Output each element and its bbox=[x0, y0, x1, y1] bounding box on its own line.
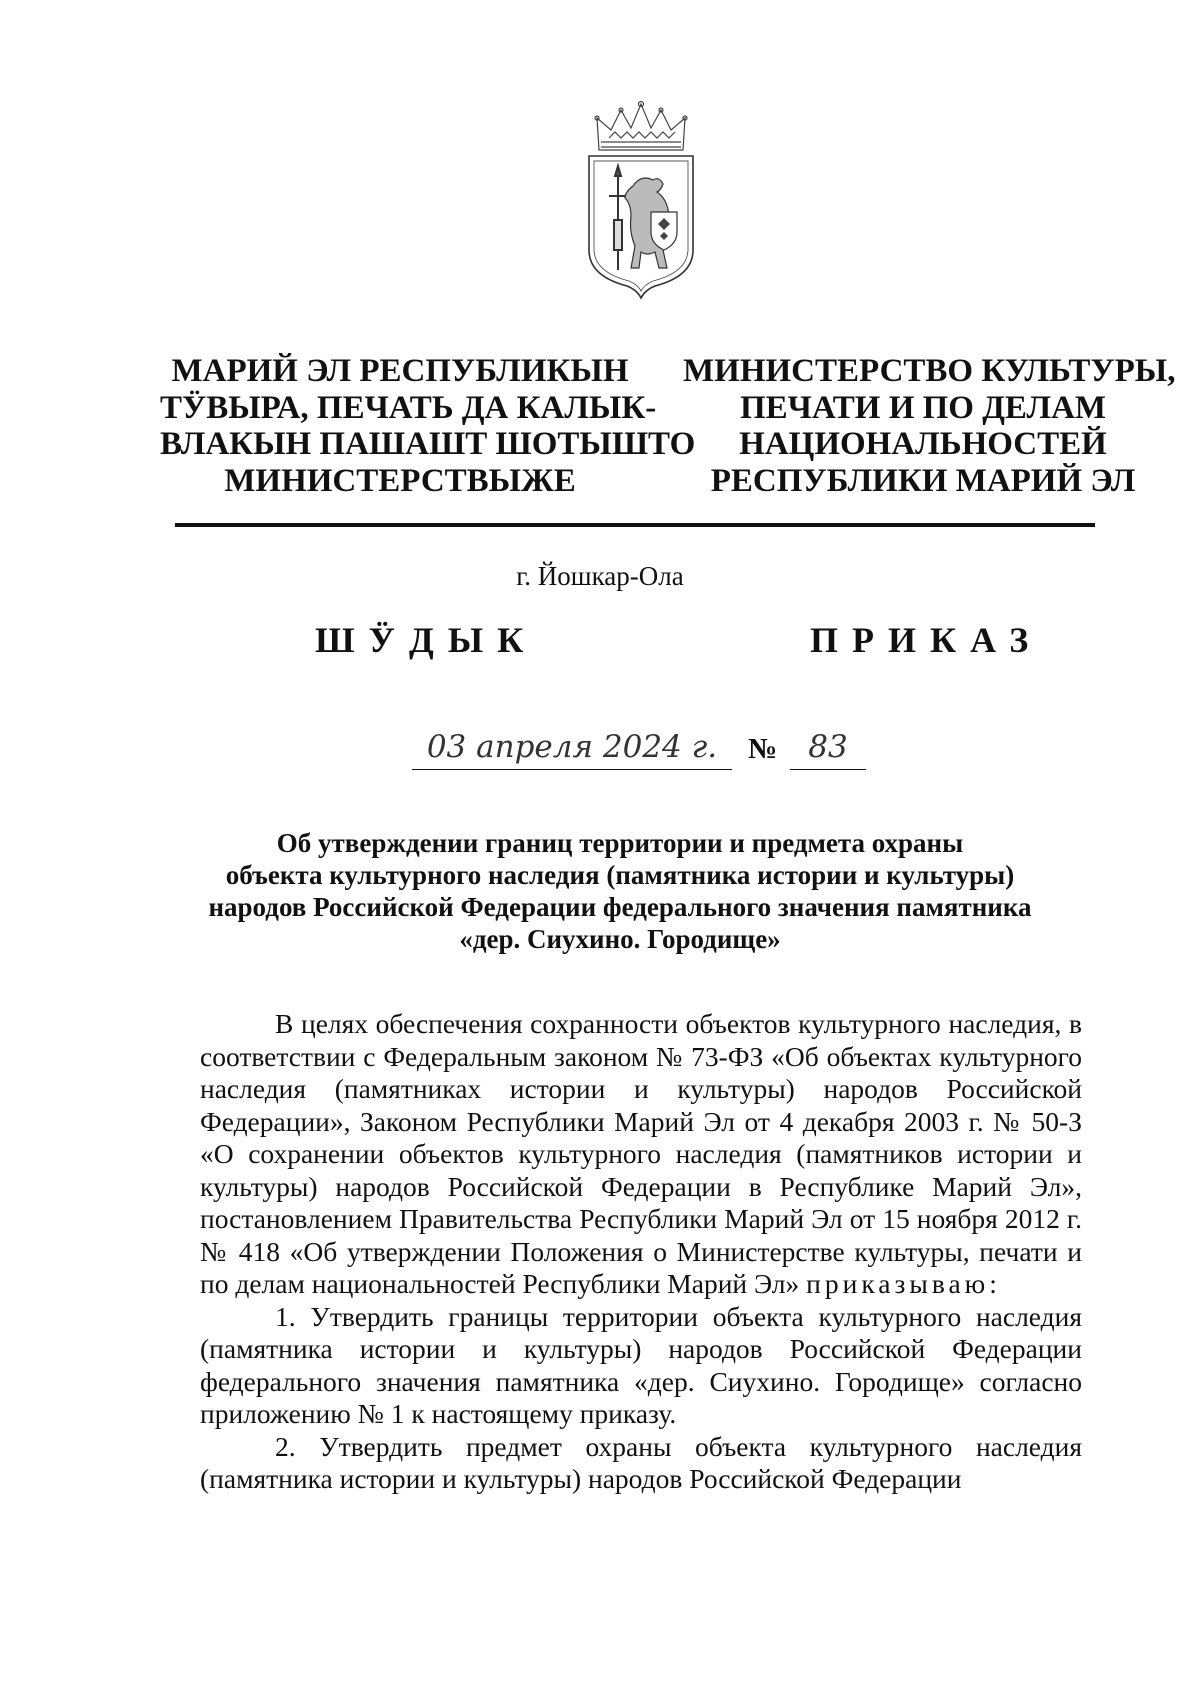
ministry-name-mari-line: МАРИЙ ЭЛ РЕСПУБЛИКЫН bbox=[171, 353, 629, 389]
document-type-russian: ПРИКАЗ bbox=[810, 620, 1043, 660]
order-number-sign: № bbox=[748, 733, 778, 765]
order-subject-line: «дер. Сиухино. Городище» bbox=[459, 924, 781, 954]
ministry-name-russian-line: МИНИСТЕРСТВО КУЛЬТУРЫ, bbox=[683, 353, 1176, 389]
ministry-name-mari bbox=[160, 353, 696, 499]
order-item-1: 1. Утвердить границы территории объекта культурного наследия (памятника истории и культуры) народов Российской Федерации федерального значения памятника «дер. Сиухино. Городище» согласно приложению № 1 к настоящему приказу. bbox=[200, 1300, 1082, 1429]
ministry-name-russian bbox=[683, 353, 1176, 499]
order-item-2: 2. Утвердить предмет охраны объекта культурного наследия (памятника истории и культуры) народов Российской Федерации bbox=[200, 1430, 1082, 1494]
ministry-name-mari-line: ВЛАКЫН ПАШАШТ ШОТЫШТО bbox=[160, 426, 696, 462]
order-date: 03 апреля 2024 г. bbox=[412, 725, 732, 770]
order-number: 83 bbox=[790, 725, 866, 770]
ministry-name-russian-line: НАЦИОНАЛЬНОСТЕЙ bbox=[739, 426, 1107, 462]
ministry-name-mari-line: МИНИСТЕРСТВЫЖЕ bbox=[224, 462, 576, 499]
city-name: г. Йошкар-Ола bbox=[516, 561, 684, 591]
preamble-paragraph bbox=[200, 1008, 1082, 1301]
ministry-name-mari-line: ТӰВЫРА, ПЕЧАТЬ ДА КАЛЫК- bbox=[160, 389, 657, 426]
order-subject-line: Об утверждении границ территории и предмета охраны bbox=[276, 828, 964, 858]
order-subject bbox=[160, 827, 1080, 955]
order-body bbox=[200, 1008, 1082, 1496]
coat-of-arms-mari-el-icon bbox=[585, 100, 697, 300]
order-subject-line: народов Российской Федерации федерального значения памятника bbox=[208, 892, 1032, 922]
order-subject-line: объекта культурного наследия (памятника истории и культуры) bbox=[225, 860, 1015, 890]
document-type-mari: ШӰДЫК bbox=[315, 620, 538, 660]
orders-word: приказываю: bbox=[806, 1268, 1001, 1299]
preamble-text: В целях обеспечения сохранности объектов культурного наследия, в соответствии с Федеральным законом № 73-ФЗ «Об объектах культурного наследия (памятниках истории и культуры) народов Российской Федерации», Законом Республики Марий Эл от 4 декабря 2003 г. № 50-З «О сохранении объектов культурного наследия (памятников истории и культуры) народов Российской Федерации в Республике Марий Эл», постановлением Правительства Республики Марий Эл от 15 ноября 2012 г. № 418 «Об утверждении Положения о Министерстве культуры, печати и по делам национальностей Республики Марий Эл» bbox=[200, 1008, 1082, 1299]
header-divider bbox=[175, 523, 1095, 527]
ministry-name-russian-line: ПЕЧАТИ И ПО ДЕЛАМ bbox=[739, 389, 1107, 426]
ministry-name-russian-line: РЕСПУБЛИКИ МАРИЙ ЭЛ bbox=[710, 462, 1136, 499]
